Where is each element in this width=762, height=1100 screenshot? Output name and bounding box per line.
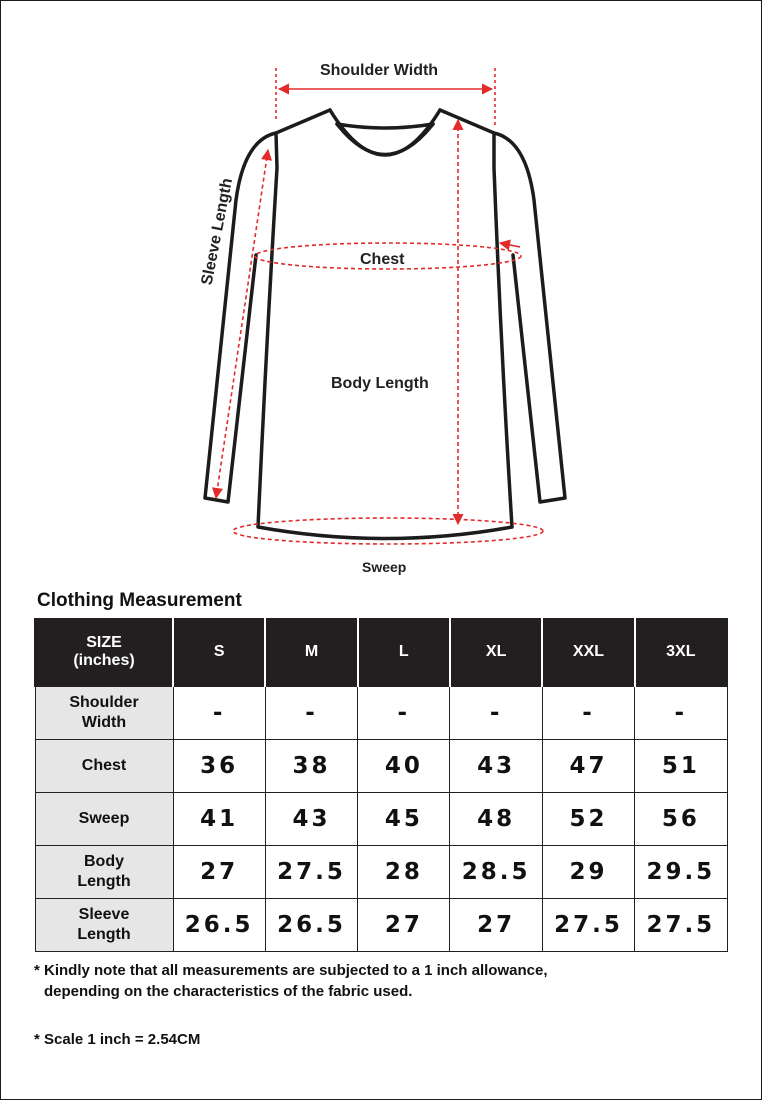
- table-cell: 45: [358, 793, 450, 846]
- table-cell: 27.5: [265, 846, 357, 899]
- table-cell: 26.5: [265, 899, 357, 952]
- table-cell: -: [635, 687, 727, 740]
- row-label-line1: Sleeve: [78, 906, 130, 923]
- size-header-line2: (inches): [73, 652, 135, 669]
- row-label: [35, 793, 173, 846]
- row-label-line2: Length: [77, 873, 131, 890]
- table-cell: 26.5: [173, 899, 265, 952]
- table-cell: 41: [173, 793, 265, 846]
- size-header-s: S: [173, 618, 265, 687]
- section-title: Clothing Measurement: [37, 590, 242, 611]
- table-cell: 38: [265, 740, 357, 793]
- table-cell: 51: [635, 740, 727, 793]
- table-cell: 27: [358, 899, 450, 952]
- row-label: [35, 899, 173, 952]
- allowance-note-line1: * Kindly note that all measurements are subjected to a 1 inch allowance,: [34, 962, 548, 979]
- sleeve-length-label: Sleeve Length: [198, 176, 237, 287]
- row-label-line1: Sweep: [78, 810, 130, 827]
- table-cell: 43: [450, 740, 542, 793]
- size-header-cell: [35, 618, 173, 687]
- shoulder-width-label: Shoulder Width: [320, 62, 439, 79]
- table-row-body-length: [35, 846, 727, 899]
- table-cell: 43: [265, 793, 357, 846]
- size-header-l: L: [358, 618, 450, 687]
- table-cell: 27: [173, 846, 265, 899]
- table-cell: -: [173, 687, 265, 740]
- row-label-line1: Body: [84, 853, 124, 870]
- table-cell: 36: [173, 740, 265, 793]
- table-cell: 48: [450, 793, 542, 846]
- row-label-line2: Length: [77, 926, 131, 943]
- table-cell: -: [265, 687, 357, 740]
- table-row-sweep: [35, 793, 727, 846]
- table-cell: -: [542, 687, 634, 740]
- chest-label: Chest: [360, 251, 405, 268]
- table-cell: 28.5: [450, 846, 542, 899]
- row-label: [35, 740, 173, 793]
- table-cell: 27.5: [635, 899, 727, 952]
- table-cell: 52: [542, 793, 634, 846]
- row-label: [35, 846, 173, 899]
- row-label-line1: Chest: [81, 757, 127, 774]
- table-row-shoulder-width: [35, 687, 727, 740]
- size-chart-table: [34, 618, 728, 952]
- table-cell: 28: [358, 846, 450, 899]
- table-row-chest: [35, 740, 727, 793]
- table-header-row: [35, 618, 727, 687]
- table-cell: 47: [542, 740, 634, 793]
- size-header-m: M: [265, 618, 357, 687]
- allowance-note-line2: depending on the characteristics of the fabric used.: [44, 983, 413, 1000]
- row-label-line2: Width: [81, 714, 127, 731]
- allowance-note: [34, 960, 548, 1002]
- sweep-label: Sweep: [362, 559, 407, 575]
- table-cell: 56: [635, 793, 727, 846]
- sweater-outline: [205, 110, 565, 539]
- size-header-xxl: XXL: [542, 618, 634, 687]
- table-cell: -: [450, 687, 542, 740]
- size-header-xl: XL: [450, 618, 542, 687]
- table-cell: 29: [542, 846, 634, 899]
- body-length-label: Body Length: [331, 375, 429, 392]
- row-label-line1: Shoulder: [69, 694, 139, 711]
- size-header-line1: SIZE: [86, 634, 122, 651]
- table-row-sleeve-length: [35, 899, 727, 952]
- table-cell: 40: [358, 740, 450, 793]
- size-header-3xl: 3XL: [635, 618, 727, 687]
- table-cell: 27: [450, 899, 542, 952]
- row-label: [35, 687, 173, 740]
- scale-note: * Scale 1 inch = 2.54CM: [34, 1031, 201, 1048]
- table-cell: -: [358, 687, 450, 740]
- table-cell: 27.5: [542, 899, 634, 952]
- table-cell: 29.5: [635, 846, 727, 899]
